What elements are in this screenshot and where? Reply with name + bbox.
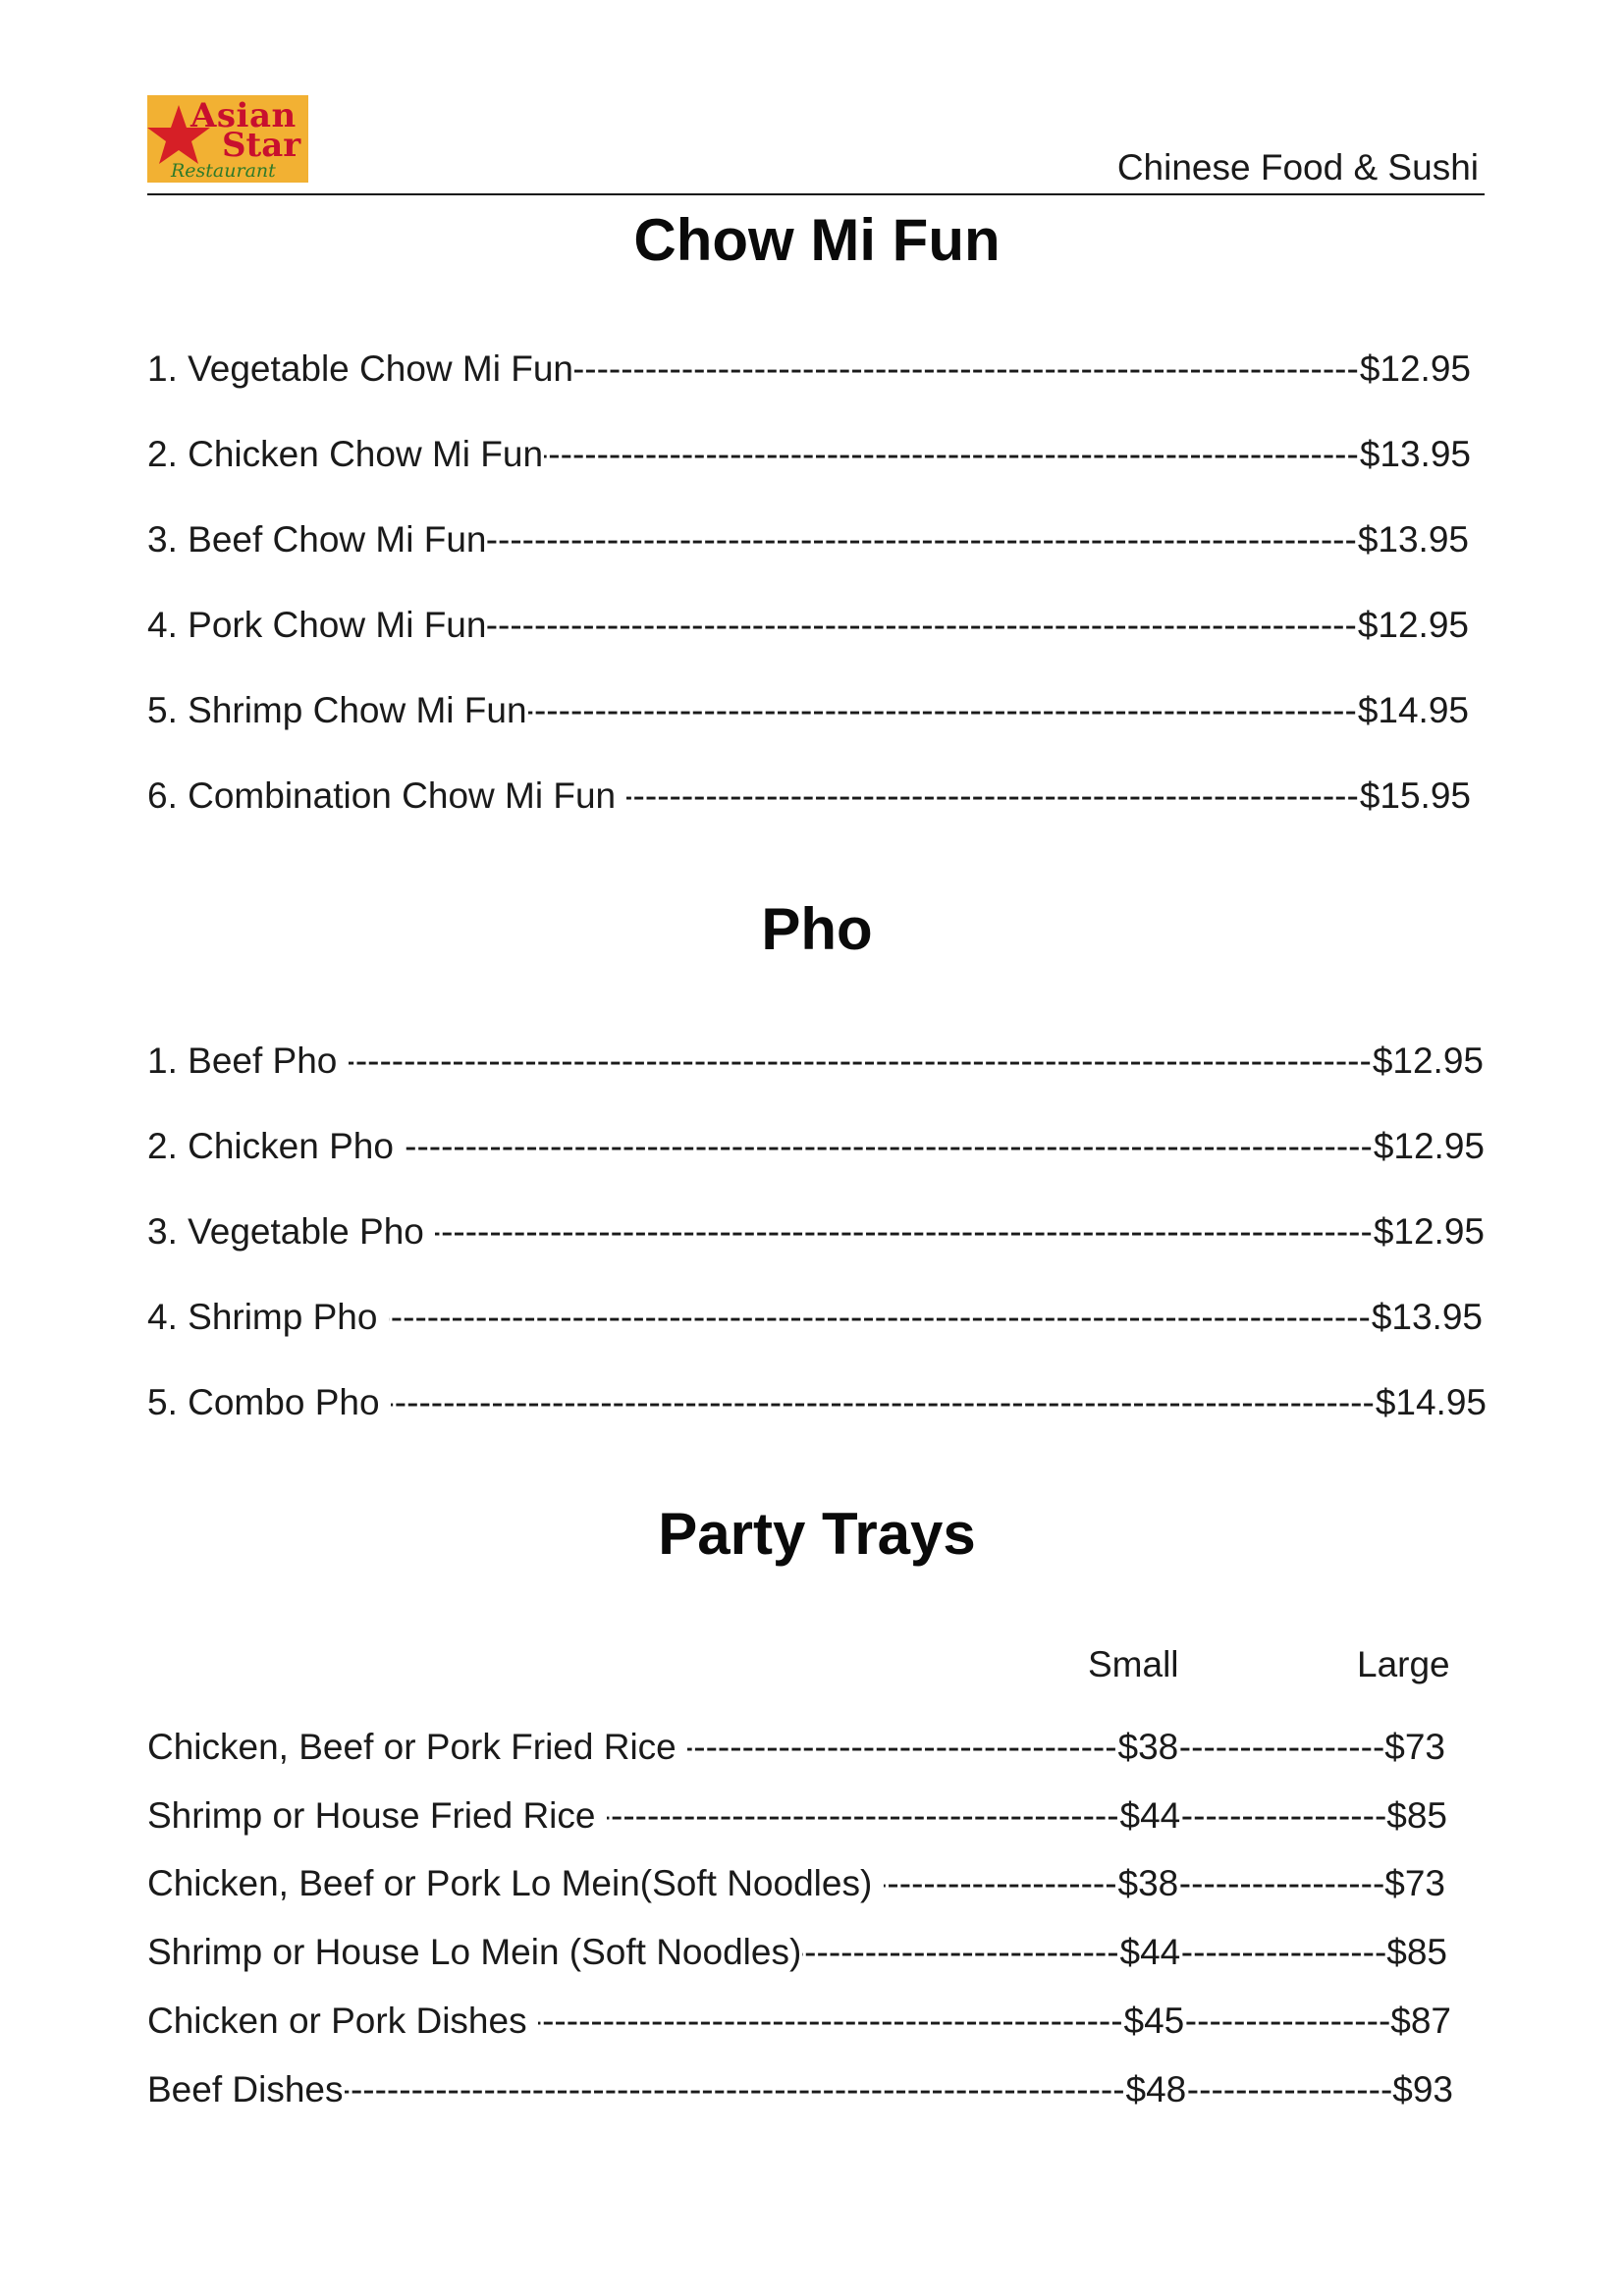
- price-small: $44: [1119, 1795, 1181, 1836]
- menu-item: [147, 348, 1471, 394]
- item-price: $15.95: [1359, 775, 1471, 816]
- column-header-small: Small: [1088, 1644, 1179, 1684]
- column-header-large: Large: [1357, 1644, 1450, 1684]
- header-divider: [147, 193, 1485, 195]
- item-price: $14.95: [1357, 690, 1469, 730]
- price-large: $85: [1386, 1795, 1447, 1836]
- menu-item: [147, 519, 1469, 564]
- dot-leader: [626, 775, 1358, 817]
- dot-leader: [1180, 1932, 1386, 1973]
- price-large: $85: [1386, 1932, 1447, 1972]
- item-name: Chicken, Beef or Pork Lo Mein(Soft Noodles): [147, 1863, 873, 1903]
- restaurant-logo: [147, 95, 308, 183]
- item-name: 4. Shrimp Pho: [147, 1297, 378, 1337]
- price-large: $73: [1384, 1727, 1445, 1767]
- dot-leader: [544, 434, 1359, 475]
- dot-leader: [487, 519, 1356, 561]
- item-name: 1. Beef Pho: [147, 1041, 338, 1081]
- price-small: $44: [1119, 1932, 1181, 1972]
- dot-leader: [528, 690, 1357, 731]
- item-name: 2. Chicken Chow Mi Fun: [147, 434, 544, 474]
- tray-item: [147, 2069, 1453, 2114]
- item-name: Shrimp or House Lo Mein (Soft Noodles): [147, 1932, 802, 1972]
- price-small: $38: [1117, 1727, 1179, 1767]
- logo-text-asian: Asian: [190, 96, 297, 135]
- item-name: 1. Vegetable Chow Mi Fun: [147, 348, 573, 389]
- dot-leader: [574, 348, 1359, 390]
- item-name: 2. Chicken Pho: [147, 1126, 394, 1166]
- menu-item: [147, 1382, 1487, 1427]
- menu-item: [147, 690, 1469, 735]
- section-title-pho: Pho: [761, 896, 873, 962]
- logo-text-restaurant: Restaurant: [171, 160, 276, 182]
- item-price: $13.95: [1359, 434, 1471, 474]
- price-large: $93: [1392, 2069, 1453, 2109]
- dot-leader: [345, 2069, 1125, 2110]
- dot-leader: [687, 1727, 1116, 1768]
- tray-item: [147, 1795, 1447, 1841]
- section-title-chow-mi-fun: Chow Mi Fun: [633, 207, 1001, 273]
- dot-leader: [1178, 1727, 1384, 1768]
- price-large: $87: [1390, 2001, 1451, 2041]
- dot-leader: [391, 1382, 1375, 1423]
- dot-leader: [884, 1863, 1117, 1904]
- menu-item: [147, 775, 1471, 821]
- tray-item: [147, 1932, 1447, 1977]
- dot-leader: [487, 605, 1356, 646]
- item-name: 6. Combination Chow Mi Fun: [147, 775, 617, 816]
- dot-leader: [1180, 1795, 1386, 1837]
- item-name: Shrimp or House Fried Rice: [147, 1795, 596, 1836]
- item-price: $12.95: [1373, 1126, 1485, 1166]
- price-small: $45: [1123, 2001, 1185, 2041]
- item-price: $12.95: [1357, 605, 1469, 645]
- logo-text-star: Star: [222, 126, 301, 165]
- tray-item: [147, 2001, 1451, 2046]
- dot-leader: [607, 1795, 1119, 1837]
- dot-leader: [802, 1932, 1118, 1973]
- menu-item: [147, 1126, 1485, 1171]
- dot-leader: [435, 1211, 1373, 1253]
- dot-leader: [538, 2001, 1123, 2042]
- dot-leader: [1186, 2069, 1392, 2110]
- dot-leader: [1184, 2001, 1390, 2042]
- price-small: $38: [1117, 1863, 1179, 1903]
- item-name: Chicken, Beef or Pork Fried Rice: [147, 1727, 677, 1767]
- tray-item: [147, 1863, 1445, 1908]
- price-small: $48: [1125, 2069, 1187, 2109]
- dot-leader: [1178, 1863, 1384, 1904]
- item-name: Beef Dishes: [147, 2069, 344, 2109]
- item-name: 3. Vegetable Pho: [147, 1211, 424, 1252]
- item-name: 5. Shrimp Chow Mi Fun: [147, 690, 527, 730]
- item-price: $13.95: [1357, 519, 1469, 560]
- menu-item: [147, 1041, 1484, 1086]
- item-name: Chicken or Pork Dishes: [147, 2001, 527, 2041]
- menu-item: [147, 605, 1469, 650]
- tray-item: [147, 1727, 1445, 1772]
- menu-item: [147, 434, 1471, 479]
- item-price: $12.95: [1372, 1041, 1484, 1081]
- item-price: $12.95: [1373, 1211, 1485, 1252]
- item-price: $12.95: [1359, 348, 1471, 389]
- dot-leader: [349, 1041, 1372, 1082]
- menu-item: [147, 1297, 1483, 1342]
- item-name: 5. Combo Pho: [147, 1382, 380, 1422]
- item-name: 3. Beef Chow Mi Fun: [147, 519, 487, 560]
- menu-item: [147, 1211, 1485, 1256]
- item-price: $14.95: [1375, 1382, 1487, 1422]
- tagline: Chinese Food & Sushi: [1116, 147, 1479, 187]
- dot-leader: [389, 1297, 1371, 1338]
- dot-leader: [405, 1126, 1373, 1167]
- price-large: $73: [1384, 1863, 1445, 1903]
- item-name: 4. Pork Chow Mi Fun: [147, 605, 487, 645]
- section-title-party-trays: Party Trays: [658, 1501, 976, 1567]
- item-price: $13.95: [1371, 1297, 1483, 1337]
